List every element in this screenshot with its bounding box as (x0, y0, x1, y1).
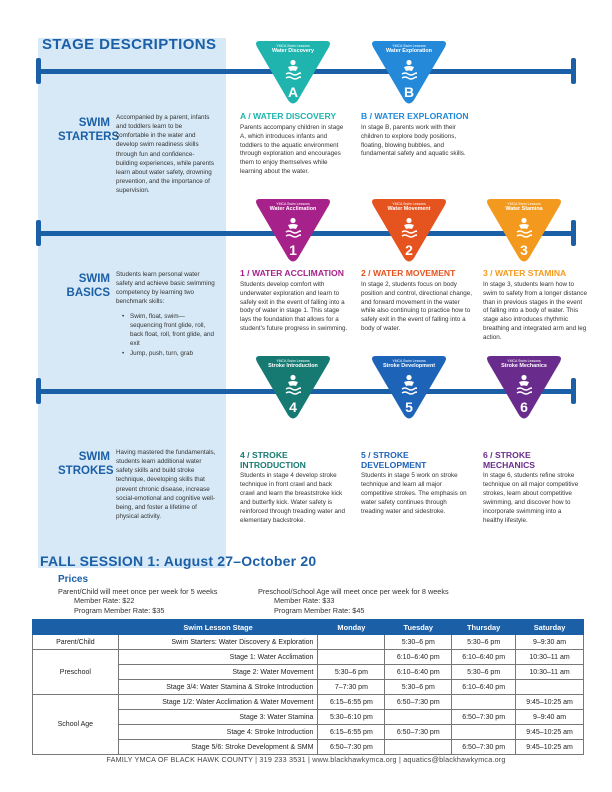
time-cell (452, 695, 516, 710)
category-description-text: Students learn personal water safety and achieve basic swimming competency by learning two benchmark skills: (116, 271, 215, 306)
stage-badge (252, 37, 334, 105)
time-cell: 10:30–11 am (516, 650, 584, 665)
badge-letter: B (403, 84, 415, 100)
time-cell: 5:30–6 pm (385, 635, 452, 650)
stage-title: 6 / STROKE MECHANICS (483, 450, 536, 470)
table-row (33, 695, 584, 710)
stage-cell: Stage 1: Water Acclimation (118, 650, 318, 665)
stage-cell: Swim Starters: Water Discovery & Exploration (118, 635, 318, 650)
stage-badge (252, 352, 334, 420)
time-cell: 5:30–6 pm (318, 665, 385, 680)
program-member-rate: Program Member Rate: $45 (274, 605, 365, 615)
program-member-rate: Program Member Rate: $35 (74, 605, 165, 615)
badge-org: YMCA Swim Lessons (276, 44, 310, 48)
badge-org: YMCA Swim Lessons (507, 202, 541, 206)
badge-letter: 1 (289, 242, 297, 258)
stage-description: In stage B, parents work with their children to explore body positions, floating, blowing bubbles, and fundamental safety and aquatic skills. (361, 123, 466, 158)
stage-badge (483, 195, 565, 263)
stage-title: B / WATER EXPLORATION (361, 111, 469, 121)
badge-org: YMCA Swim Lessons (507, 359, 541, 363)
timeline-cap (571, 58, 576, 84)
time-cell (452, 725, 516, 740)
timeline-cap (571, 220, 576, 246)
time-cell: 6:10–6:40 pm (452, 650, 516, 665)
age-group-cell: Preschool (33, 650, 119, 695)
table-row (33, 650, 584, 665)
timeline-cap (36, 378, 41, 404)
swimmer-icon (285, 217, 301, 239)
stage-description: Students develop comfort with underwater exploration and learn to safely exit in the event of falling into a body of water in stage 1. This stage lays the foundation that allows for a student's future progress in swimming. (240, 280, 348, 333)
badge-org: YMCA Swim Lessons (276, 202, 310, 206)
badge-letter: 4 (289, 399, 297, 415)
badge-stage-name: Stroke Introduction (268, 363, 318, 369)
footer-contact: FAMILY YMCA OF BLACK HAWK COUNTY | 319 233 3531 | www.blackhawkymca.org | aquatics@blackhawkymca.org (106, 755, 506, 764)
stage-title: 4 / STROKE INTRODUCTION (240, 450, 306, 470)
time-cell: 5:30–6 pm (452, 635, 516, 650)
time-cell: 6:10–6:40 pm (385, 650, 452, 665)
stage-cell: Stage 5/6: Stroke Development & SMM (118, 740, 318, 755)
stage-description: Students in stage 4 develop stroke technique in front crawl and back crawl and learn the breaststroke kick and butterfly kick. Water safety is reinforced through treading water and elementary backstroke. (240, 472, 346, 524)
stage-card-6 (483, 451, 583, 526)
swimmer-icon (285, 374, 301, 396)
table-row (33, 635, 584, 650)
time-cell: 9:45–10:25 am (516, 725, 584, 740)
stage-title: 5 / STROKE DEVELOPMENT (361, 450, 427, 470)
badge-stage-name: Water Movement (387, 206, 431, 212)
category-description-basics (116, 270, 216, 359)
stage-card-4 (240, 451, 348, 526)
stage-description: In stage 6, students refine stroke technique on all major competitive strokes, learn about competitive swimming, and discover how to incorporate swimming into a healthy lifestyle. (483, 472, 579, 524)
stage-badge (368, 352, 450, 420)
category-description-strokes (116, 448, 216, 521)
time-cell: 9–9:40 am (516, 710, 584, 725)
badge-letter: 2 (405, 242, 413, 258)
price-line: Preschool/School Age will meet once per week for 8 weeks (258, 587, 449, 596)
swimmer-icon (401, 217, 417, 239)
time-cell (318, 635, 385, 650)
time-cell: 6:50–7:30 pm (385, 695, 452, 710)
age-group-cell: School Age (33, 695, 119, 755)
price-parent-child (58, 587, 217, 615)
stage-badge (252, 195, 334, 263)
stage-card-1 (240, 269, 350, 334)
time-cell: 5:30–6:10 pm (318, 710, 385, 725)
timeline-cap (36, 58, 41, 84)
member-rate: Member Rate: $33 (274, 596, 335, 606)
time-cell: 9–9:30 am (516, 635, 584, 650)
column-header: Monday (318, 620, 385, 635)
badge-letter: 5 (405, 399, 413, 415)
stage-badge (368, 37, 450, 105)
time-cell: 6:50–7:30 pm (452, 710, 516, 725)
swimmer-icon (516, 374, 532, 396)
time-cell: 6:15–6:55 pm (318, 725, 385, 740)
price-line: Parent/Child will meet once per week for 5 weeks (58, 587, 218, 596)
benchmark-skill-list (116, 312, 216, 359)
stage-title: 2 / WATER MOVEMENT (361, 268, 456, 278)
stage-description: In stage 2, students focus on body position and control, directional change, and forward movement in the water while also continuing to practice how to safely exit in the event of falling into a body of water. (361, 280, 472, 333)
badge-letter: 3 (520, 242, 528, 258)
badge-org: YMCA Swim Lessons (392, 359, 426, 363)
stage-cell: Stage 1/2: Water Acclimation & Water Movement (118, 695, 318, 710)
badge-stage-name: Stroke Development (382, 363, 436, 369)
column-header: Thursday (452, 620, 516, 635)
stage-card-5 (361, 451, 467, 517)
category-description-text: Accompanied by a parent, infants and toddlers learn to be comfortable in the water and develop swim readiness skills through fun and confidence-building experiences, while parents learn about water safety, drowning prevention, and the importance of supervision. (116, 114, 215, 194)
column-header: Tuesday (385, 620, 452, 635)
time-cell: 6:10–6:40 pm (452, 680, 516, 695)
badge-letter: 6 (520, 399, 528, 415)
stage-card-3 (483, 269, 587, 343)
stage-card-2 (361, 269, 473, 334)
time-cell: 9:45–10:25 am (516, 695, 584, 710)
badge-org: YMCA Swim Lessons (392, 44, 426, 48)
time-cell: 6:10–6:40 pm (385, 665, 452, 680)
member-rate: Member Rate: $22 (74, 596, 135, 606)
schedule-table (32, 619, 584, 755)
swimmer-icon (516, 217, 532, 239)
swimmer-icon (401, 374, 417, 396)
badge-stage-name: Stroke Mechanics (501, 363, 547, 369)
stage-title: 1 / WATER ACCLIMATION (240, 268, 344, 278)
timeline-cap (36, 220, 41, 246)
schedule-header-row (33, 620, 584, 635)
stage-card-a (240, 112, 348, 177)
badge-stage-name: Water Discovery (271, 48, 315, 54)
stage-cell: Stage 3/4: Water Stamina & Stroke Introduction (118, 680, 318, 695)
benchmark-skill: • Jump, push, turn, grab (124, 349, 216, 358)
badge-org: YMCA Swim Lessons (276, 359, 310, 363)
time-cell: 6:50–7:30 pm (385, 725, 452, 740)
swimmer-icon (401, 59, 417, 81)
stage-description: Students in stage 5 work on stroke technique and learn all major competitive strokes. The emphasis on water safety continues through treading water and sidestroke. (361, 472, 467, 515)
column-header: Saturday (516, 620, 584, 635)
badge-letter: A (287, 84, 299, 100)
stage-cell: Stage 3: Water Stamina (118, 710, 318, 725)
stage-title: A / WATER DISCOVERY (240, 111, 337, 121)
column-header: Swim Lesson Stage (118, 620, 318, 635)
badge-stage-name: Water Stamina (505, 206, 543, 212)
benchmark-skill: • Swim, float, swim—sequencing front glide, roll, back float, roll, front glide, and exit (124, 312, 216, 349)
time-cell: 7–7:30 pm (318, 680, 385, 695)
time-cell: 6:15–6:55 pm (318, 695, 385, 710)
time-cell (318, 650, 385, 665)
category-description-text: Having mastered the fundamentals, students learn additional water safety skills and build stroke technique, developing skills that prevent chronic disease, increase social-emotional and cognitive well-being, and foster a lifetime of physical activity. (116, 449, 216, 520)
time-cell: 6:50–7:30 pm (318, 740, 385, 755)
time-cell: 5:30–6 pm (385, 680, 452, 695)
time-cell (385, 740, 452, 755)
badge-stage-name: Water Exploration (386, 48, 432, 54)
category-description-starters (116, 113, 216, 195)
time-cell: 6:50–7:30 pm (452, 740, 516, 755)
stage-title: 3 / WATER STAMINA (483, 268, 567, 278)
category-label-strokes: SWIM STROKES (58, 451, 114, 478)
time-cell (385, 710, 452, 725)
time-cell: 10:30–11 am (516, 665, 584, 680)
page-title: STAGE DESCRIPTIONS (42, 36, 217, 53)
stage-description: Parents accompany children in stage A, which introduces infants and toddlers to the aquatic environment through exploration and encourages them to enjoy themselves while learning about the water. (240, 123, 344, 176)
time-cell: 9:45–10:25 am (516, 740, 584, 755)
timeline-cap (571, 378, 576, 404)
prices-heading: Prices (58, 574, 89, 585)
stage-badge (368, 195, 450, 263)
stage-cell: Stage 4: Stroke Introduction (118, 725, 318, 740)
badge-org: YMCA Swim Lessons (392, 202, 426, 206)
time-cell: 5:30–6 pm (452, 665, 516, 680)
column-header (33, 620, 119, 635)
category-label-basics: SWIM BASICS (66, 273, 110, 300)
category-label-starters: SWIM STARTERS (58, 117, 120, 144)
badge-stage-name: Water Acclimation (269, 206, 317, 212)
stage-card-b (361, 112, 479, 159)
age-group-cell: Parent/Child (33, 635, 119, 650)
session-title: FALL SESSION 1: August 27–October 20 (40, 553, 317, 569)
swimmer-icon (285, 59, 301, 81)
time-cell (516, 680, 584, 695)
stage-description: In stage 3, students learn how to swim to safety from a longer distance than in previous stages in the event of falling into a body of water. This stage also introduces rhythmic breathing and integrated arm and leg action. (483, 280, 587, 342)
price-preschool-school-age (258, 587, 449, 615)
stage-cell: Stage 2: Water Movement (118, 665, 318, 680)
stage-badge (483, 352, 565, 420)
